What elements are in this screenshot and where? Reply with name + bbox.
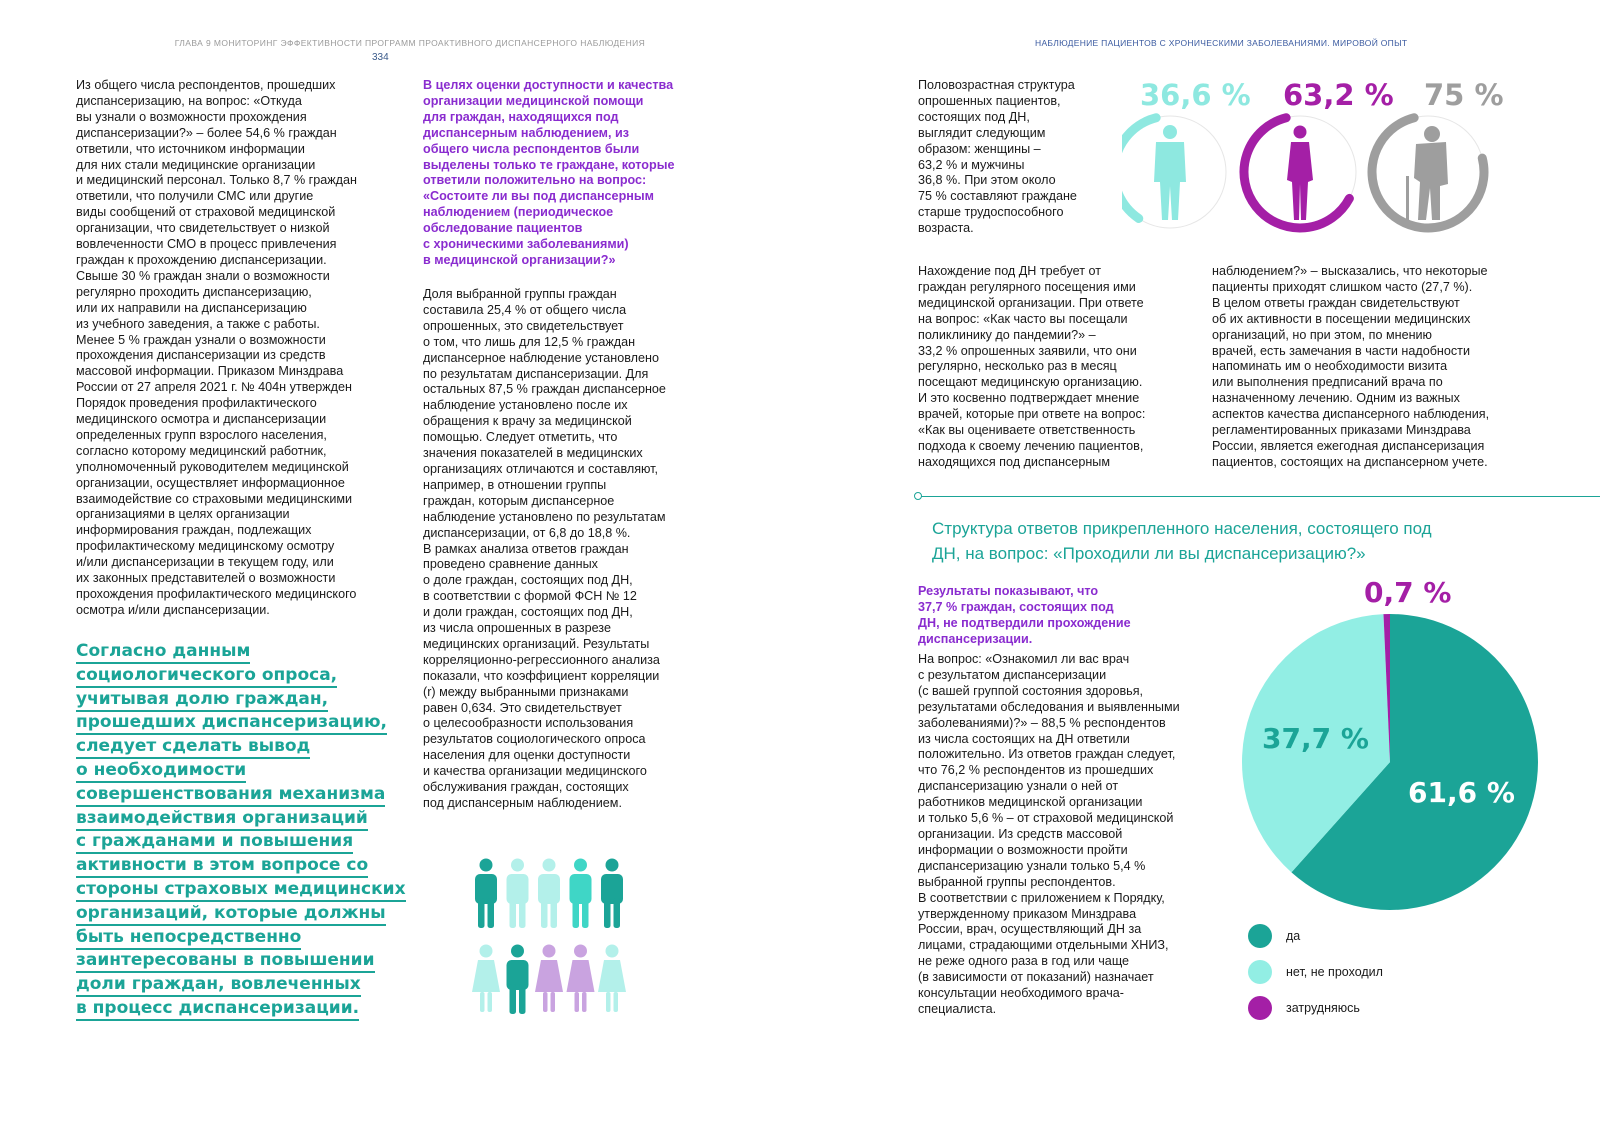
pull-quote-line: Согласно данным bbox=[76, 641, 250, 664]
pie-label-unsure: 0,7 % bbox=[1364, 576, 1452, 609]
pull-quote-line: доли граждан, вовлеченных bbox=[76, 974, 361, 997]
chart-legend bbox=[1248, 918, 1448, 1026]
demographics-intro: Половозрастная структура опрошенных пациентов, состоящих под ДН, выглядит следующим образом: женщины – 63,2 % и мужчины 36,8 %. При этом около 75 % составляют граждане старше трудоспособного возраста. bbox=[918, 78, 1077, 236]
pie-chart bbox=[1240, 612, 1540, 912]
person-female-icon bbox=[598, 945, 626, 1013]
page-number: 334 bbox=[372, 52, 389, 63]
legend-swatch bbox=[1248, 996, 1272, 1020]
person-female-icon bbox=[567, 945, 595, 1013]
pull-quote-line: активности в этом вопросе со bbox=[76, 855, 368, 878]
column-4-heading: Результаты показывают, что 37,7 % граждан, состоящих под ДН, не подтвердили прохождение диспансеризации. bbox=[918, 584, 1131, 646]
header-right-title: НАБЛЮДЕНИЕ ПАЦИЕНТОВ С ХРОНИЧЕСКИМИ ЗАБОЛЕВАНИЯМИ. МИРОВОЙ ОПЫТ bbox=[1035, 38, 1408, 48]
column-3-text-b: наблюдением?» – высказались, что некоторые пациенты приходят слишком часто (27,7 %). В целом ответы граждан свидетельствуют об их активности в посещении медицинских организаций, но при этом, по мнению врачей, есть замечания в части надобности напоминать им о необходимости визита или выполнения предписаний врача по назначенному лечению. Одним из важных аспектов качества диспансерного наблюдения, регламентированных приказами Минздрава России, является ежегодная диспансеризация пациентов, состоящих на диспансерном учете. bbox=[1212, 264, 1490, 469]
stat-elderly: 75 % bbox=[1424, 78, 1504, 112]
person-female-icon bbox=[472, 945, 500, 1013]
pull-quote-line: социологического опроса, bbox=[76, 665, 337, 688]
pull-quote-line: о необходимости bbox=[76, 760, 246, 783]
female-figure-icon bbox=[1287, 126, 1313, 221]
person-male-icon bbox=[475, 859, 497, 929]
pull-quote-line: прошедших диспансеризацию, bbox=[76, 712, 387, 735]
pull-quote-line: взаимодействия организаций bbox=[76, 808, 368, 831]
stat-men: 36,6 % bbox=[1140, 78, 1251, 112]
pull-quote-line: быть непосредственно bbox=[76, 927, 301, 950]
male-figure-icon bbox=[1154, 125, 1186, 220]
demographic-rings bbox=[1122, 112, 1572, 242]
pull-quote-line: заинтересованы в повышении bbox=[76, 950, 375, 973]
pull-quote-line: учитывая долю граждан, bbox=[76, 689, 328, 712]
people-icons-illustration bbox=[470, 858, 640, 1023]
person-male-icon bbox=[538, 859, 560, 929]
pull-quote-line: в процесс диспансеризации. bbox=[76, 998, 359, 1021]
person-male-icon bbox=[601, 859, 623, 929]
pull-quote-line: совершенствования механизма bbox=[76, 784, 385, 807]
column-2-heading: В целях оценки доступности и качества организации медицинской помощи для граждан, находящихся под диспансерным наблюдением, из общего числа респондентов были выделены только те граждане, которые ответили положительно на вопрос: «Состоите ли вы под диспансерным наблюдением (периодическое обследование пациентов с хроническими заболеваниями) в медицинской организации?» bbox=[423, 78, 675, 267]
column-4-body: На вопрос: «Ознакомил ли вас врач с результатом диспансеризации (с вашей группой состояния здоровья, результатами обследования и выявленными заболеваниями)?» – 88,5 % респондентов из числа состоящих на ДН ответили положительно. Из ответов граждан следует, что 76,2 % респондентов из прошедших диспансеризацию узнали о ней от работников медицинской организации и только 5,6 % – от страховой медицинской организации. Из средств массовой информации о возможности пройти диспансеризацию узнали только 5,4 % выбранной группы респондентов. В соответствии с приложением к Порядку, утвержденному приказом Минздрава России, врач, осуществляющий ДН за лицами, страдающими отдельными ХНИЗ, не реже одного раза в год или чаще (в зависимости от показаний) назначает консультации необходимого врача- специалиста. bbox=[918, 652, 1180, 1016]
pie-label-yes: 61,6 % bbox=[1408, 776, 1515, 809]
section-divider bbox=[918, 496, 1600, 497]
legend-item bbox=[1248, 954, 1448, 990]
header-left-title: ГЛАВА 9 МОНИТОРИНГ ЭФФЕКТИВНОСТИ ПРОГРАММ ПРОАКТИВНОГО ДИСПАНСЕРНОГО НАБЛЮДЕНИЯ bbox=[174, 38, 646, 48]
pull-quote bbox=[76, 640, 416, 1021]
elderly-figure-icon bbox=[1406, 126, 1448, 222]
person-male-icon bbox=[507, 945, 529, 1015]
person-male-icon bbox=[570, 859, 592, 929]
legend-label: да bbox=[1286, 929, 1301, 943]
column-1-text: Из общего числа респондентов, прошедших диспансеризацию, на вопрос: «Откуда вы узнали о возможности прохождения диспансеризации?» – более 54,6 % граждан ответили, что источником информации для них стали медицинские организации и медицинский персонал. Только 8,7 % граждан ответили, что получили СМС или другие виды сообщений от страховой медицинской организации, что свидетельствует о низкой вовлеченности СМО в процесс привлечения граждан к прохождению диспансеризации. Свыше 30 % граждан знали о возможности регулярно проходить диспансеризацию, или их направили на диспансеризацию из учебного заведения, а также с работы. Менее 5 % граждан узнали о возможности прохождения диспансеризации из средств массовой информации. Приказом Минздрава России от 27 апреля 2021 г. № 404н утвержден Порядок проведения профилактического медицинского осмотра и диспансеризации определенных групп взрослого населения, согласно которому медицинский работник, уполномоченный руководителем медицинской организации, осуществляет информационное взаимодействие со страховыми медицинскими организациями в целях организации информирования граждан, подлежащих профилактическому медицинскому осмотру и/или диспансеризации в текущем году, или их законных представителей о возможности прохождения профилактического медицинского осмотра и/или диспансеризации. bbox=[76, 78, 357, 617]
stat-women: 63,2 % bbox=[1283, 78, 1394, 112]
person-male-icon bbox=[507, 859, 529, 929]
section-divider-dot bbox=[914, 492, 922, 500]
pull-quote-line: стороны страховых медицинских bbox=[76, 879, 406, 902]
legend-swatch bbox=[1248, 960, 1272, 984]
legend-item bbox=[1248, 918, 1448, 954]
ring-progress bbox=[1122, 118, 1156, 219]
legend-swatch bbox=[1248, 924, 1272, 948]
pull-quote-line: с гражданами и повышения bbox=[76, 831, 353, 854]
legend-label: затрудняюсь bbox=[1286, 1001, 1360, 1015]
pull-quote-line: следует сделать вывод bbox=[76, 736, 310, 759]
legend-label: нет, не проходил bbox=[1286, 965, 1383, 979]
column-2-body: Доля выбранной группы граждан составила 25,4 % от общего числа опрошенных, это свидетельствует о том, что лишь для 12,5 % граждан диспансерное наблюдение установлено по результатам диспансеризации. Для остальных 87,5 % граждан диспансерное наблюдение установлено после их обращения к врачу за медицинской помощью. Следует отметить, что значения показателей в медицинских организациях отличаются и составляют, например, в отношении группы граждан, которым диспансерное наблюдение установлено по результатам диспансеризации, от 6,8 до 18,8 %. В рамках анализа ответов граждан проведено сравнение данных о доле граждан, состоящих под ДН, в соответствии с формой ФСН № 12 и доли граждан, состоящих под ДН, из числа опрошенных в разрезе медицинских организаций. Результаты корреляционно-регрессионного анализа показали, что коэффициент корреляции (r) между выбранными признаками равен 0,634. Это свидетельствует о целесообразности использования результатов социологического опроса населения для оценки доступности и качества организации медицинского обслуживания граждан, состоящих под диспансерным наблюдением. bbox=[423, 287, 666, 810]
section-title: Структура ответов прикрепленного населения, состоящего под ДН, на вопрос: «Проходили ли вы диспансеризацию?» bbox=[932, 519, 1432, 563]
column-3-text-a: Нахождение под ДН требует от граждан регулярного посещения ими медицинской организации. При ответе на вопрос: «Как часто вы посещали поликлинику до пандемии?» – 33,2 % опрошенных заявили, что они регулярно, несколько раз в месяц посещают медицинскую организацию. И это косвенно подтверждает мнение врачей, которые при ответе на вопрос: «Как вы оцениваете ответственность подхода к своему лечению пациентов, находящихся под диспансерным bbox=[918, 264, 1146, 469]
pull-quote-line: организаций, которые должны bbox=[76, 903, 386, 926]
pie-label-no: 37,7 % bbox=[1262, 722, 1369, 755]
person-female-icon bbox=[535, 945, 563, 1013]
legend-item bbox=[1248, 990, 1448, 1026]
